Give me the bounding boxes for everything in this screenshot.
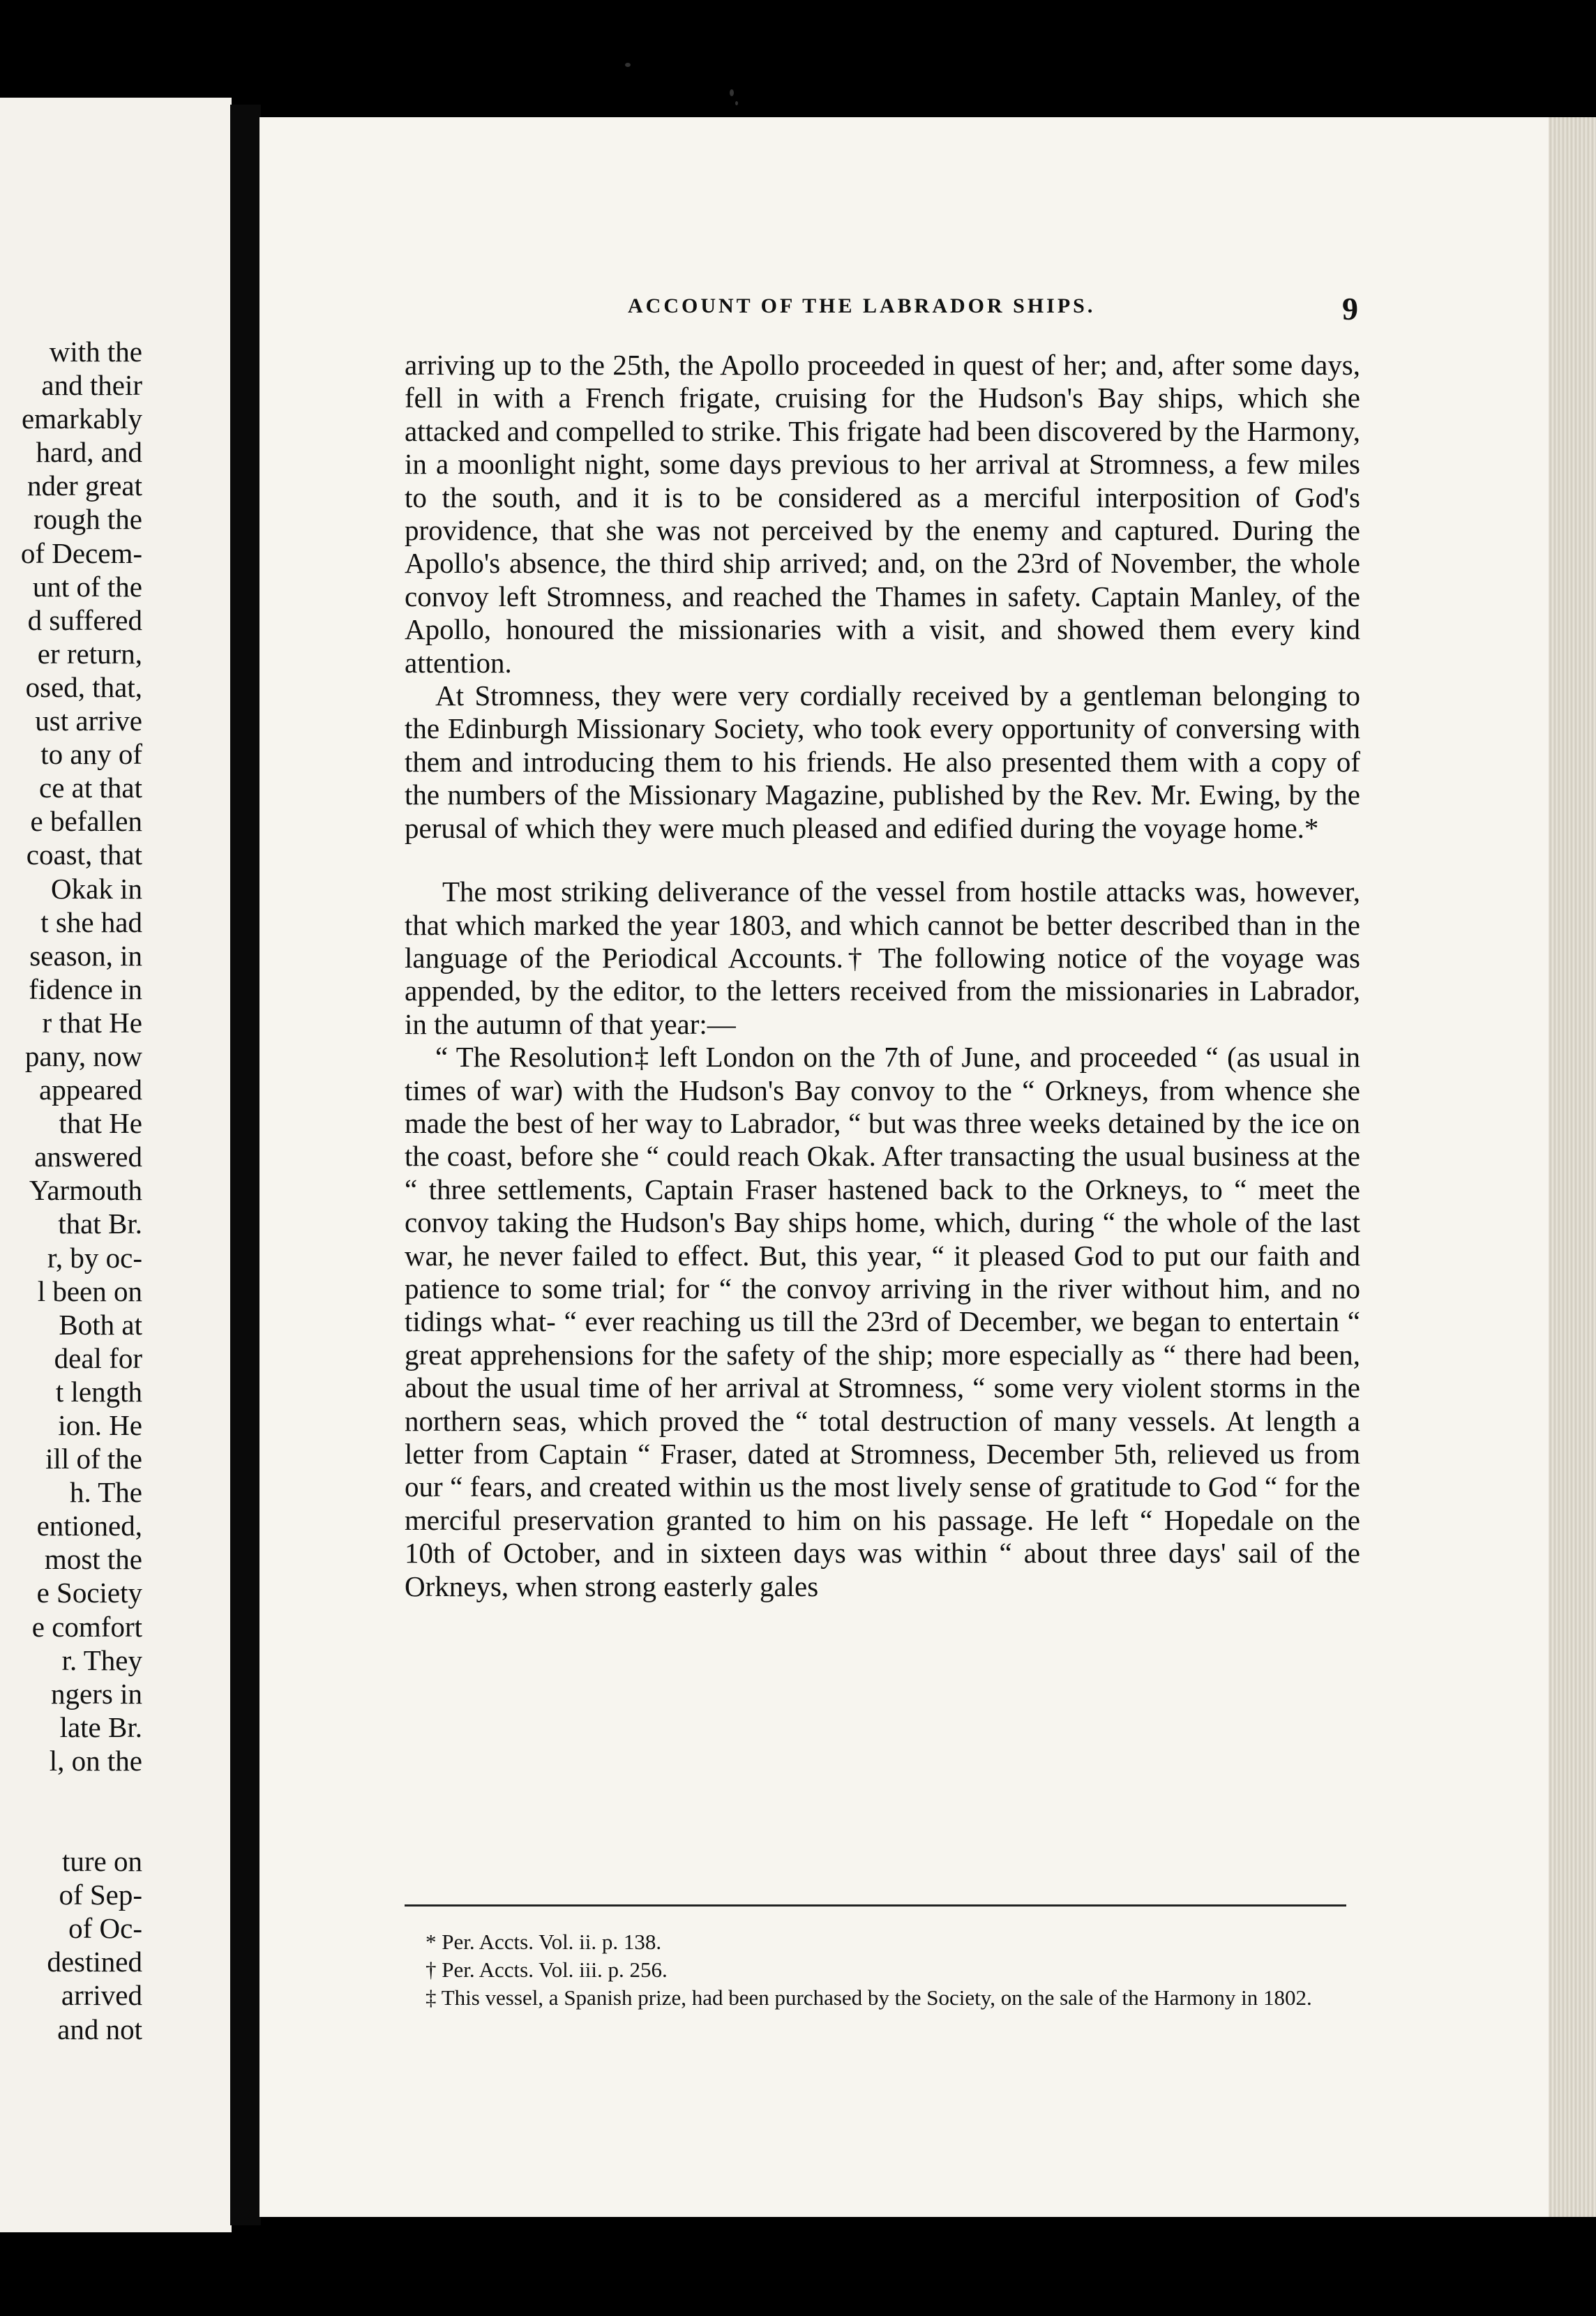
paragraph-apollo: arriving up to the 25th, the Apollo proceeded in quest of her; and, after some days, fell in with a French frigate, cruising for the Hudson's Bay ships, which she attacked and compelled to strike. This frigate had been discovered by the Harmony, in a moonlight night, some days previous to her arrival at Stromness, a few miles to the south, and it is to be considered as a merciful interposition of God's providence, that she was not perceived by the enemy and captured. During the Apollo's absence, the third ship arrived; and, on the 23rd of November, the whole convoy left Stromness, and reached the Thames in safety. Captain Manley, of the Apollo, honoured the missionaries with a visit, and showed them every kind attention. <box>405 349 1360 679</box>
left-page-line: t length <box>55 1375 142 1408</box>
left-page-line: entioned, <box>36 1510 142 1542</box>
left-page-line: r. They <box>61 1644 142 1676</box>
left-page-line: unt of the <box>32 570 142 603</box>
footnote-1: * Per. Accts. Vol. ii. p. 138. <box>426 1930 662 1954</box>
left-page-line: h. The <box>69 1476 142 1509</box>
left-page-line: emarkably <box>21 403 142 435</box>
running-title: ACCOUNT OF THE LABRADOR SHIPS. <box>628 294 1096 317</box>
left-page-line: t she had <box>40 905 142 938</box>
paragraph-resolution-quote: “ The Resolution‡ left London on the 7th of June, and proceeded “ (as usual in times of war) with the Hudson's Bay convoy to the “ Orkneys, from whence she made the best of her way to Labrador, “ but was three weeks detained by the ice on the coast, before she “ could reach Okak. After transacting the usual business at the “ three settlements, Captain Fraser hastened back to the Orkneys, to “ meet the convoy taking the Hudson's Bay ships home, which, during “ the whole of the last war, he never failed to effect. But, this year, “ it pleased God to put our faith and patience to some trial; for “ the convoy arriving in the river without him, and no tidings what- “ ever reaching us till the 23rd of December, we began to entertain “ great apprehensions for the safety of the ship; more especially as “ there had been, about the usual time of her arrival at Stromness, “ some very violent storms in the northern seas, which proved the “ total destruction of many vessels. At length a letter from Captain “ Fraser, dated at Stromness, December 5th, relieved us from our “ fears, and created within us the most lively sense of gratitude to God “ for the merciful preservation granted to him on his passage. He left “ Hopedale on the 10th of October, and in sixteen days was within “ about three days' sail of the Orkneys, when strong easterly gales <box>405 1041 1360 1602</box>
left-page-line: nder great <box>27 469 142 502</box>
page-edges <box>1549 117 1596 2217</box>
body-text <box>405 349 1360 1603</box>
left-page-line: ill of the <box>45 1443 142 1475</box>
left-page-line: e Society <box>36 1577 142 1609</box>
left-page-line: of Oc- <box>68 1912 142 1945</box>
left-page-line: pany, now <box>24 1039 142 1072</box>
left-page-line: that He <box>59 1107 142 1140</box>
left-page-line: of Sep- <box>59 1879 142 1911</box>
left-page-line: d suffered <box>27 603 142 636</box>
left-page-line: destined <box>47 1946 142 1978</box>
speck <box>735 101 738 105</box>
left-page-line: ust arrive <box>35 705 142 737</box>
left-page-line: l been on <box>37 1274 142 1307</box>
book-gutter <box>230 105 261 2225</box>
left-page-line: ion. He <box>58 1409 142 1441</box>
left-page-line: arrived <box>61 1979 142 2012</box>
left-page-line: e comfort <box>31 1610 142 1643</box>
footnote-rule <box>405 1904 1346 1907</box>
left-page-line: fidence in <box>29 972 142 1005</box>
left-page-line: Yarmouth <box>29 1174 142 1207</box>
left-page-line: ce at that <box>39 772 142 804</box>
left-page-line: rough the <box>33 503 142 536</box>
left-page-line: r that He <box>42 1006 142 1039</box>
left-page-line: Both at <box>59 1308 142 1341</box>
left-page-line: that Br. <box>58 1208 142 1240</box>
footnotes <box>405 1928 1346 2012</box>
left-page-line: ngers in <box>51 1677 142 1710</box>
left-page-line: season, in <box>29 939 142 972</box>
speck <box>625 63 631 67</box>
left-page-line: late Br. <box>59 1710 142 1743</box>
footnote-2: † Per. Accts. Vol. iii. p. 256. <box>426 1957 668 1982</box>
left-page-line: deal for <box>54 1341 142 1374</box>
left-page-line: r, by oc- <box>47 1241 142 1274</box>
left-page-line: and not <box>57 2013 142 2045</box>
speck <box>730 89 734 96</box>
left-page-line: appeared <box>39 1074 142 1106</box>
left-page-line: with the <box>49 336 142 368</box>
left-page-line: of Decem- <box>20 536 142 569</box>
left-page-line: answered <box>34 1141 142 1173</box>
left-page-line: and their <box>41 369 142 402</box>
footnote-3: ‡ This vessel, a Spanish prize, had been purchased by the Society, on the sale of the Harmony in 1802. <box>426 1985 1312 2010</box>
left-facing-page <box>0 98 232 2232</box>
left-page-line: osed, that, <box>25 670 142 703</box>
left-page-line: er return, <box>37 637 142 670</box>
paragraph-deliverance: The most striking deliverance of the vessel from hostile attacks was, however, that which marked the year 1803, and which cannot be better described than in the language of the Periodical Accounts.† The following notice of the voyage was appended, by the editor, to the letters received from the missionaries in Labrador, in the autumn of that year:— <box>405 875 1360 1040</box>
paragraph-stromness: At Stromness, they were very cordially received by a gentleman belonging to the Edinburgh Missionary Society, who took every opportunity of conversing with them and introducing them to his friends. He also presented them with a copy of the numbers of the Missionary Magazine, published by the Rev. Mr. Ewing, by the perusal of which they were much pleased and edified during the voyage home.* <box>405 679 1360 844</box>
left-page-gap <box>0 1777 142 1844</box>
left-page-line: hard, and <box>36 436 142 469</box>
left-page-line: ture on <box>62 1845 142 1878</box>
left-page-line: most the <box>44 1543 142 1576</box>
left-page-text <box>0 335 142 2046</box>
left-page-line: e befallen <box>30 805 142 838</box>
left-page-line: coast, that <box>26 839 142 871</box>
left-page-line: Okak in <box>51 872 142 905</box>
left-page-line: l, on the <box>49 1744 142 1777</box>
left-page-line: to any of <box>40 738 142 771</box>
page-number: 9 <box>1342 291 1358 326</box>
